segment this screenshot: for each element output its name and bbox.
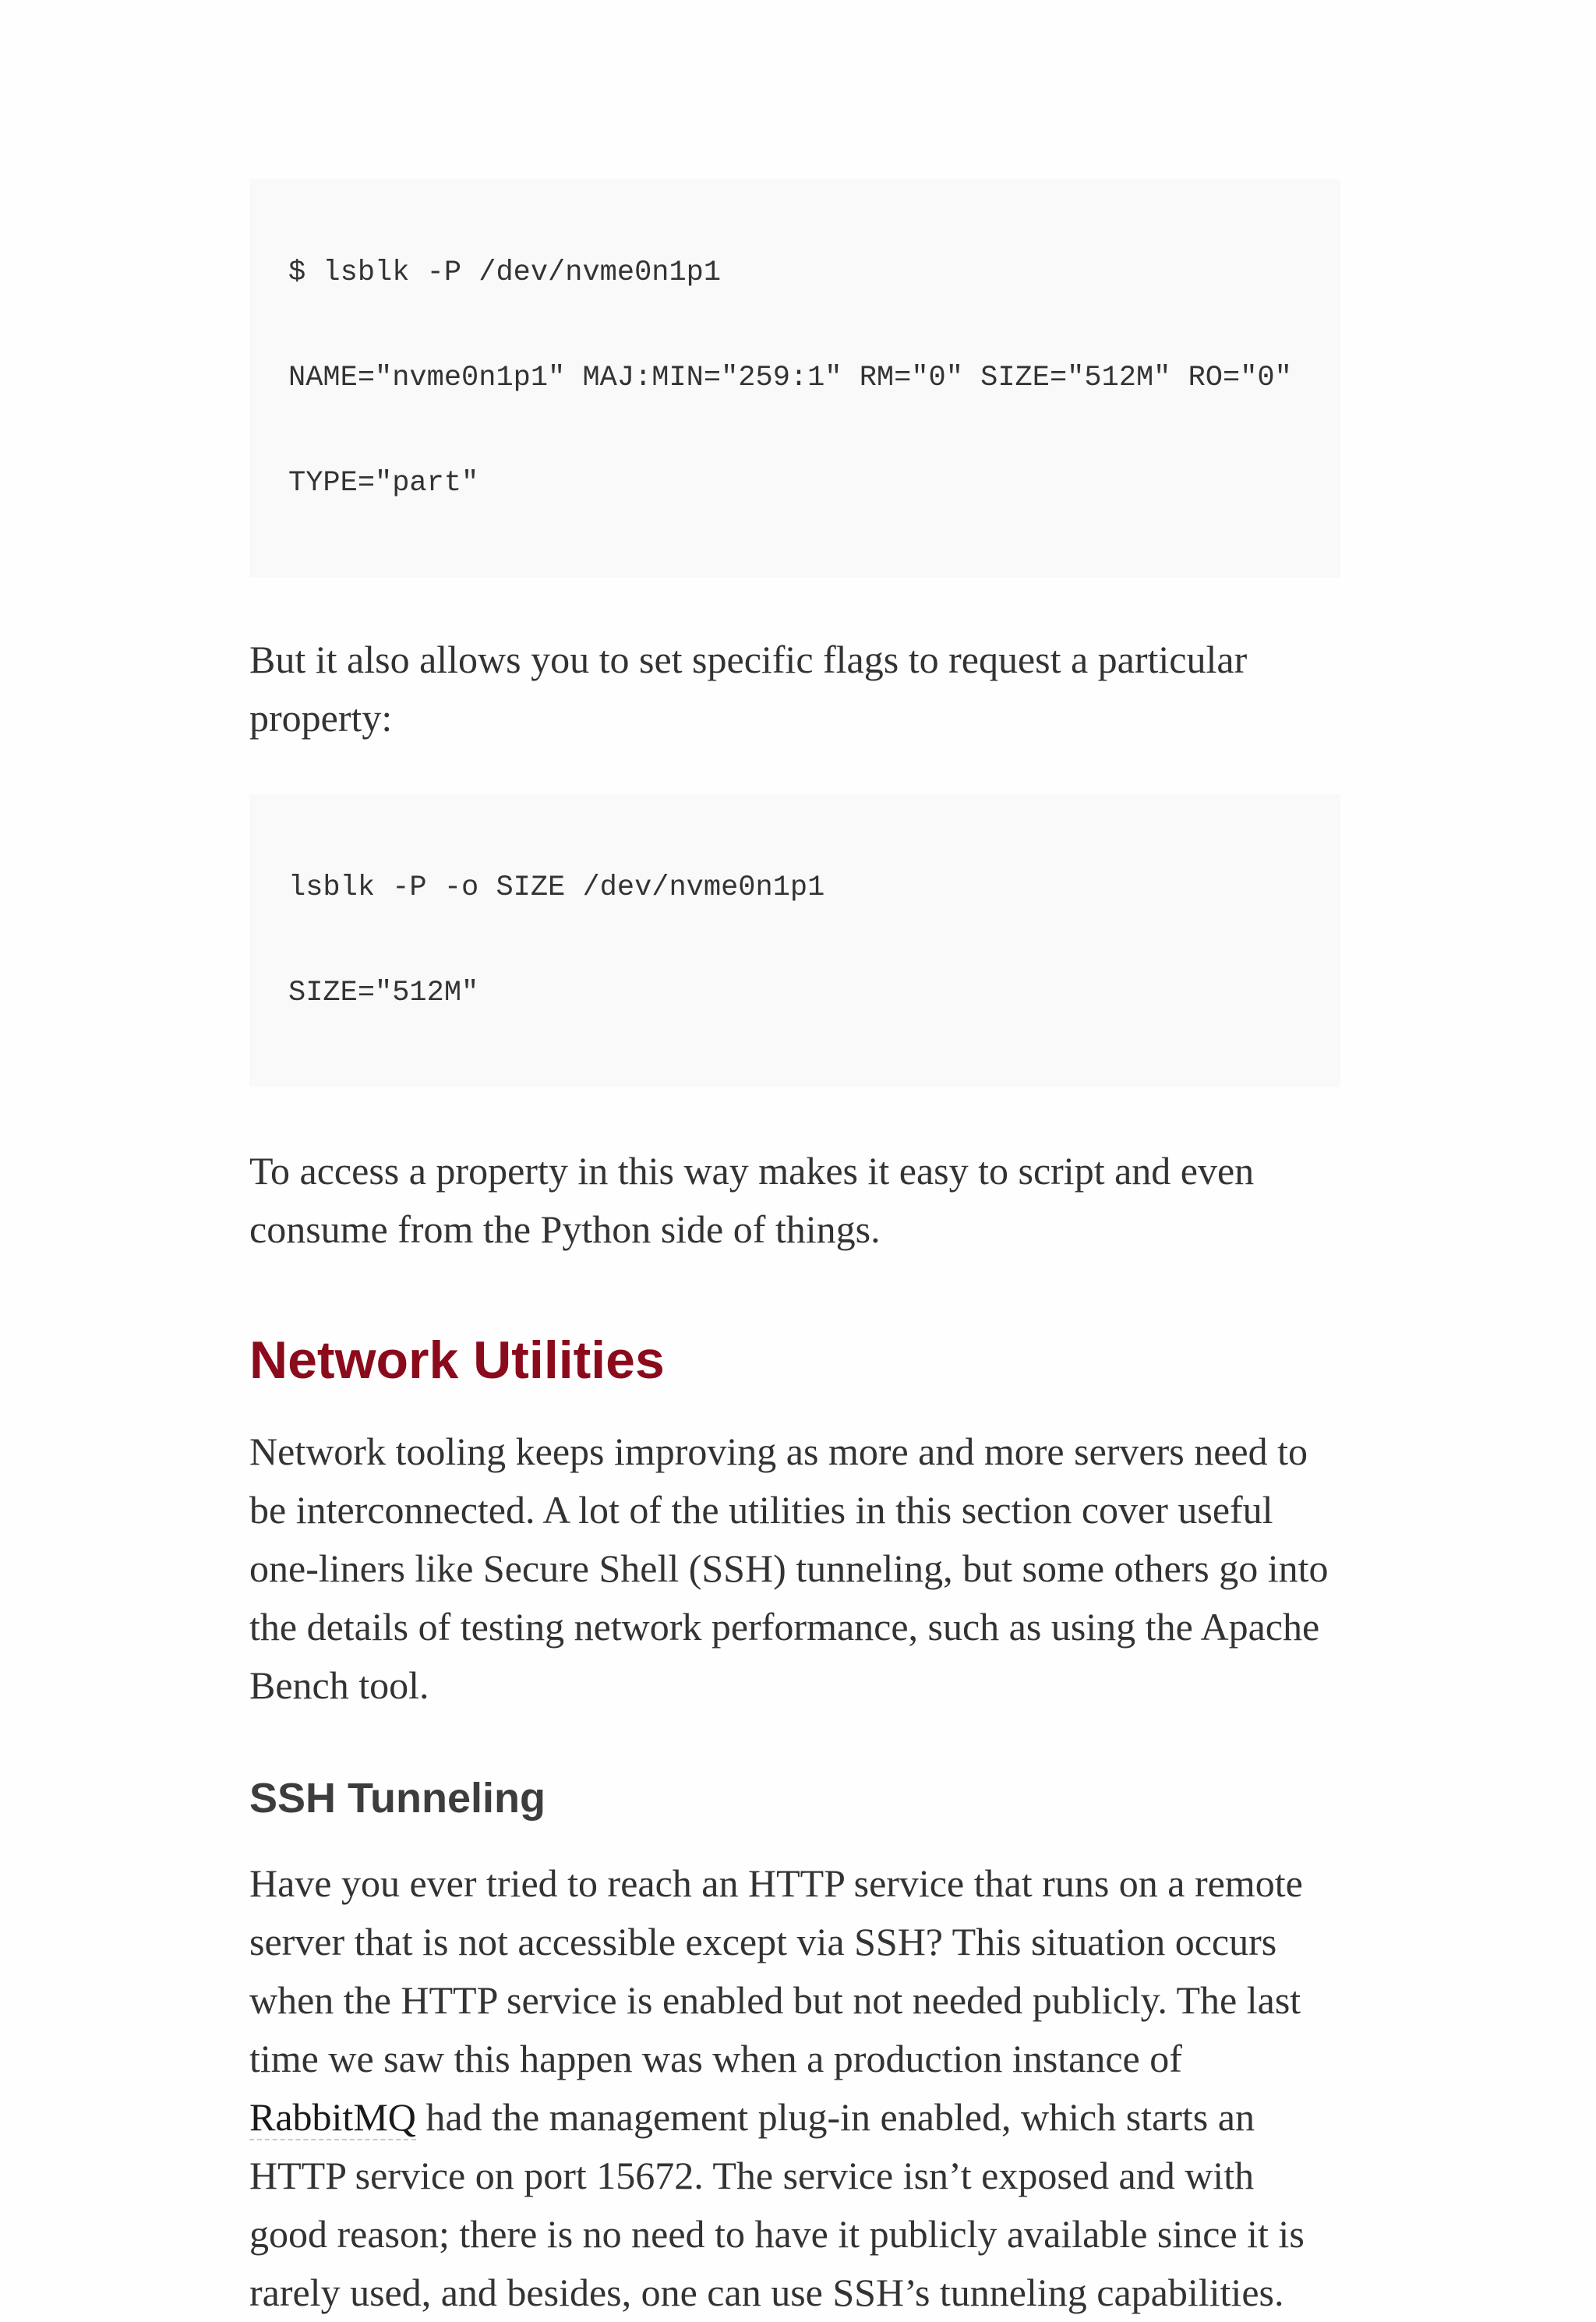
paragraph-flags-intro: But it also allows you to set specific flags to request a particular property: [249, 638, 1248, 740]
subsection-heading-ssh-tunneling: SSH Tunneling [249, 1775, 546, 1822]
code-line: TYPE="part" [288, 467, 479, 500]
paragraph-text: Have you ever tried to reach an HTTP service that runs on a remote server that is not accessible except via SSH? This situation occurs when the HTTP service is enabled but not needed publicly. The last time we saw this happen was when a production instance of [249, 1861, 1303, 2080]
paragraph-text: had the management plug-in enabled, which starts an HTTP service on port 15672. The service isn’t exposed and with good reason; there is no need to have it publicly available since it is rarely used, and besides, one can use SSH’s tunneling capabilities. [249, 2095, 1305, 2314]
code-line: SIZE="512M" [288, 977, 479, 1009]
document-page [249, 179, 1340, 2322]
rabbitmq-link[interactable]: RabbitMQ [249, 2095, 416, 2139]
code-block-lsblk-size [249, 794, 1340, 1087]
code-line: $ lsblk -P /dev/nvme0n1p1 [288, 256, 722, 289]
code-line: NAME="nvme0n1p1" MAJ:MIN="259:1" RM="0" SIZE="512M" RO="0" [288, 362, 1292, 394]
paragraph-ssh-tunneling [249, 1854, 1340, 2322]
section-heading-network-utilities: Network Utilities [249, 1331, 665, 1390]
paragraph-scripting: To access a property in this way makes it easy to script and even consume from the Python side of things. [249, 1149, 1255, 1251]
code-block-lsblk-output [249, 179, 1340, 578]
paragraph-network-tooling: Network tooling keeps improving as more and more servers need to be interconnected. A lot of the utilities in this section cover useful one-liners like Secure Shell (SSH) tunneling, but some others go into the details of testing network performance, such as using the Apache Bench tool. [249, 1430, 1329, 1707]
code-line: lsblk -P -o SIZE /dev/nvme0n1p1 [288, 871, 825, 904]
